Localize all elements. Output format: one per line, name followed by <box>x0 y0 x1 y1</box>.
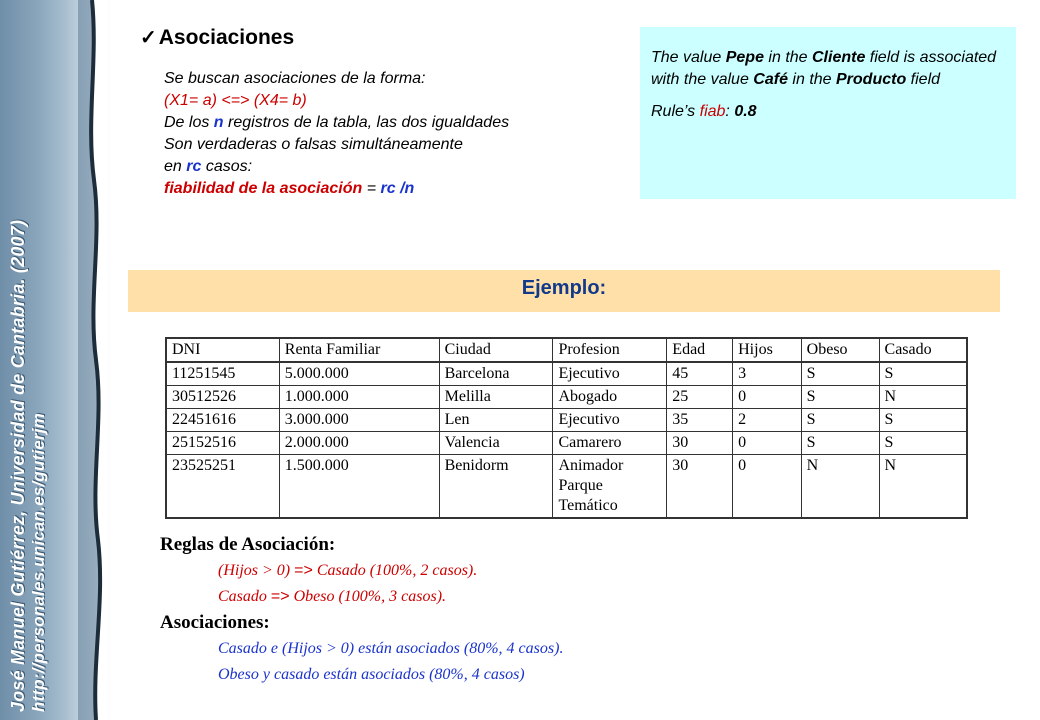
prof-line: Temático <box>558 497 618 514</box>
rule-1-b: Casado (100%, 2 casos). <box>312 562 478 579</box>
note-p1-e: field <box>906 71 941 88</box>
col-header-ciudad: Ciudad <box>439 338 553 362</box>
note-producto: Producto <box>836 71 907 88</box>
def-line-5-b: casos: <box>201 158 253 175</box>
cell: 0 <box>733 455 802 519</box>
cell: 23525251 <box>166 455 279 519</box>
table-row <box>166 432 967 455</box>
note-p1-a: The value <box>651 49 726 66</box>
def-line-5-a: en <box>164 158 187 175</box>
note-pepe: Pepe <box>725 49 764 66</box>
rule-2-b: Obeso (100%, 3 casos). <box>289 588 447 605</box>
note-p1-b: in the <box>763 49 812 66</box>
rule-item-1 <box>160 558 860 584</box>
rules-title: Reglas de Asociación: <box>160 534 336 555</box>
note-fiab-value: 0.8 <box>734 103 757 120</box>
cell: S <box>801 409 879 432</box>
cell: 3 <box>733 362 802 386</box>
note-p1-c: field is associated with the value <box>651 49 997 88</box>
side-band <box>0 0 110 720</box>
cell: N <box>801 455 879 519</box>
col-header-dni: DNI <box>166 338 279 362</box>
cell: 0 <box>733 432 802 455</box>
cell: 25152516 <box>166 432 279 455</box>
rule-1-arrow: => <box>294 562 313 579</box>
def-line-5 <box>164 156 634 178</box>
heading-title: Asociaciones <box>158 26 295 49</box>
prof-line: Parque <box>558 477 603 494</box>
def-equals: = <box>362 180 381 197</box>
cell: 45 <box>667 362 733 386</box>
torn-edge-decoration <box>78 0 108 720</box>
def-rc: rc <box>186 158 202 175</box>
def-fiabilidad: fiabilidad de la asociación <box>164 180 363 197</box>
cell: 0 <box>733 386 802 409</box>
cell: S <box>801 386 879 409</box>
cell-profession-multiline <box>553 455 667 519</box>
def-line-6 <box>164 178 634 200</box>
association-item-1: Casado e (Hijos > 0) están asociados (80%, 4 casos). <box>218 640 564 657</box>
def-n: n <box>213 114 224 131</box>
table-row <box>166 386 967 409</box>
cell: Melilla <box>439 386 553 409</box>
cell: S <box>879 432 967 455</box>
association-definition <box>164 68 634 200</box>
cell: N <box>879 455 967 519</box>
cell: S <box>879 362 967 386</box>
note-p2-b: : <box>725 103 735 120</box>
note-paragraph-2 <box>651 101 1002 123</box>
table-header-row <box>166 338 967 362</box>
def-line-3-b: registros de la tabla, las dos igualdades <box>223 114 510 131</box>
note-cliente: Cliente <box>812 49 866 66</box>
cell: N <box>879 386 967 409</box>
cell: S <box>801 432 879 455</box>
cell: Barcelona <box>439 362 553 386</box>
author-credit <box>8 220 49 712</box>
cell: Valencia <box>439 432 553 455</box>
note-cafe: Café <box>753 71 788 88</box>
col-header-casado: Casado <box>879 338 967 362</box>
cell: Len <box>439 409 553 432</box>
cell: 11251545 <box>166 362 279 386</box>
cell: 35 <box>667 409 733 432</box>
note-box <box>640 27 1016 199</box>
cell: Camarero <box>553 432 667 455</box>
col-header-edad: Edad <box>667 338 733 362</box>
rule-1-a: (Hijos > 0) <box>218 562 295 579</box>
def-line-3 <box>164 112 634 134</box>
cell: 30 <box>667 455 733 519</box>
cell: Benidorm <box>439 455 553 519</box>
note-fiab: fiab <box>699 103 726 120</box>
table-row <box>166 362 967 386</box>
def-line-2: (X1= a) <=> (X4= b) <box>164 92 307 109</box>
def-line-4: Son verdaderas o falsas simultáneamente <box>164 136 463 153</box>
cell: Ejecutivo <box>553 409 667 432</box>
cell: S <box>801 362 879 386</box>
table-row <box>166 409 967 432</box>
def-line-1: Se buscan asociaciones de la forma: <box>164 70 426 87</box>
note-paragraph-1 <box>651 47 1002 91</box>
cell: 1.500.000 <box>279 455 439 519</box>
col-header-obeso: Obeso <box>801 338 879 362</box>
cell: 2.000.000 <box>279 432 439 455</box>
check-icon: ✓ <box>140 27 157 49</box>
rule-2-arrow: => <box>270 588 290 605</box>
cell: Abogado <box>553 386 667 409</box>
prof-line: Animador <box>558 457 624 474</box>
def-line-3-a: De los <box>164 114 214 131</box>
associations-title: Asociaciones: <box>160 612 270 633</box>
rule-item-2 <box>160 584 860 610</box>
note-p2-a: Rule’s <box>651 103 700 120</box>
col-header-hijos: Hijos <box>733 338 802 362</box>
rule-2-a: Casado <box>218 588 271 605</box>
cell: 1.000.000 <box>279 386 439 409</box>
def-formula: rc /n <box>380 180 415 197</box>
note-p1-d: in the <box>787 71 836 88</box>
col-header-profesion: Profesion <box>553 338 667 362</box>
cell: 25 <box>667 386 733 409</box>
section-heading <box>140 25 294 50</box>
cell: 5.000.000 <box>279 362 439 386</box>
cell: 3.000.000 <box>279 409 439 432</box>
cell: 30512526 <box>166 386 279 409</box>
example-banner: Ejemplo: <box>128 270 1000 312</box>
cell: Ejecutivo <box>553 362 667 386</box>
data-table <box>165 337 968 519</box>
cell: 2 <box>733 409 802 432</box>
author-url: http://personales.unican.es/gutierjm <box>29 412 48 712</box>
association-item-2: Obeso y casado están asociados (80%, 4 casos) <box>218 666 525 683</box>
cell: S <box>879 409 967 432</box>
cell: 30 <box>667 432 733 455</box>
col-header-renta: Renta Familiar <box>279 338 439 362</box>
table-row <box>166 455 967 519</box>
cell: 22451616 <box>166 409 279 432</box>
rules-section <box>160 532 860 688</box>
author-line: José Manuel Gutiérrez, Universidad de Cantabria. (2007) <box>8 219 28 712</box>
